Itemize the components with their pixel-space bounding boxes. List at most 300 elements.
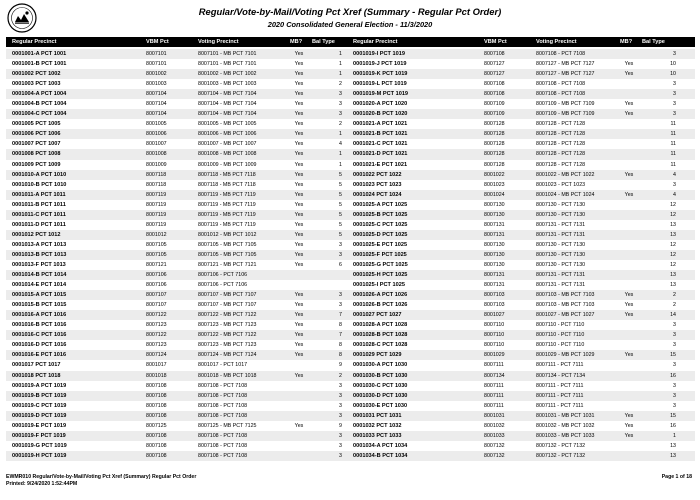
- voting-precinct-cell: 8007131 - PCT 7131: [536, 231, 586, 238]
- bal-type-cell: 10: [670, 61, 676, 68]
- voting-precinct-cell: 8007108 - PCT 7108: [536, 91, 586, 98]
- bal-type-cell: 5: [339, 171, 342, 178]
- voting-precinct-cell: 8007104 - MB PCT 7104: [198, 91, 257, 98]
- vbm-pct-cell: 8007119: [146, 191, 167, 198]
- bal-type-cell: 3: [673, 91, 676, 98]
- mb-flag-cell: Yes: [624, 191, 634, 198]
- voting-precinct-cell: 8007128 - PCT 7128: [536, 141, 586, 148]
- vbm-pct-cell: 8001005: [146, 121, 167, 128]
- regular-precinct-cell: 0001028-C PCT 1028: [353, 342, 408, 349]
- mb-flag-cell: Yes: [294, 221, 304, 228]
- bal-type-cell: 3: [339, 452, 342, 459]
- table-row: [6, 330, 695, 340]
- regular-precinct-cell: 0001015-B PCT 1015: [12, 302, 67, 309]
- bal-type-cell: 2: [339, 372, 342, 379]
- voting-precinct-cell: 8001002 - MB PCT 1002: [198, 71, 257, 78]
- vbm-pct-cell: 8007104: [146, 101, 167, 108]
- bal-type-cell: 7: [339, 312, 342, 319]
- bal-type-cell: 11: [670, 131, 676, 138]
- regular-precinct-cell: 0001021-B PCT 1021: [353, 131, 408, 138]
- mb-flag-cell: Yes: [624, 312, 634, 319]
- vbm-pct-cell: 8007127: [484, 71, 505, 78]
- bal-type-cell: 10: [670, 71, 676, 78]
- bal-type-cell: 12: [670, 201, 676, 208]
- bal-type-cell: 8: [339, 342, 342, 349]
- vbm-pct-cell: 8007101: [146, 61, 167, 68]
- regular-precinct-cell: 0001013-B PCT 1013: [12, 251, 67, 258]
- report-footer: [6, 474, 196, 488]
- vbm-pct-cell: 8007130: [484, 261, 505, 268]
- mb-flag-cell: Yes: [624, 171, 634, 178]
- voting-precinct-cell: 8007122 - MB PCT 7122: [198, 332, 257, 339]
- vbm-pct-cell: 8007111: [484, 382, 504, 389]
- regular-precinct-cell: 0001024 PCT 1024: [353, 191, 402, 198]
- table-row: [6, 190, 695, 200]
- table-row: [6, 391, 695, 401]
- regular-precinct-cell: 0001019-E PCT 1019: [12, 422, 67, 429]
- table-row: [6, 59, 695, 69]
- bal-type-cell: 3: [673, 181, 676, 188]
- bal-type-cell: 3: [673, 382, 676, 389]
- regular-precinct-cell: 0001012 PCT 1012: [12, 231, 61, 238]
- bal-type-cell: 3: [339, 91, 342, 98]
- table-row: [6, 340, 695, 350]
- bal-type-cell: 13: [670, 272, 676, 279]
- voting-precinct-cell: 8007132 - PCT 7132: [536, 452, 586, 459]
- voting-precinct-cell: 8007130 - PCT 7130: [536, 201, 586, 208]
- vbm-pct-cell: 8001032: [484, 422, 505, 429]
- regular-precinct-cell: 0001014-B PCT 1014: [12, 272, 67, 279]
- table-row: [6, 431, 695, 441]
- bal-type-cell: 11: [670, 161, 676, 168]
- bal-type-cell: 1: [339, 151, 342, 158]
- voting-precinct-cell: 8007109 - MB PCT 7109: [536, 101, 595, 108]
- regular-precinct-cell: 0001027 PCT 1027: [353, 312, 402, 319]
- voting-precinct-cell: 8007108 - PCT 7108: [198, 412, 248, 419]
- voting-precinct-cell: 8007111 - PCT 7111: [536, 362, 584, 369]
- bal-type-cell: 3: [339, 241, 342, 248]
- header-mb-right: MB?: [620, 39, 633, 45]
- bal-type-cell: 3: [673, 111, 676, 118]
- vbm-pct-cell: 8001007: [146, 141, 167, 148]
- regular-precinct-cell: 0001019-D PCT 1019: [12, 412, 67, 419]
- column-header-bar: [6, 37, 695, 47]
- header-voting-precinct: Voting Precinct: [198, 39, 239, 45]
- vbm-pct-cell: 8007105: [146, 241, 167, 248]
- vbm-pct-cell: 8007130: [484, 211, 505, 218]
- header-bal-type-right: Bal Type: [642, 39, 665, 45]
- regular-precinct-cell: 0001019-G PCT 1019: [12, 442, 67, 449]
- voting-precinct-cell: 8007101 - MB PCT 7101: [198, 51, 257, 57]
- vbm-pct-cell: 8007106: [146, 272, 167, 279]
- vbm-pct-cell: 8007110: [484, 332, 505, 339]
- voting-precinct-cell: 8007130 - PCT 7130: [536, 261, 586, 268]
- regular-precinct-cell: 0001016-D PCT 1016: [12, 342, 67, 349]
- table-row: [6, 320, 695, 330]
- voting-precinct-cell: 8001029 - MB PCT 1029: [536, 352, 595, 359]
- bal-type-cell: 13: [670, 282, 676, 289]
- bal-type-cell: 3: [673, 101, 676, 108]
- vbm-pct-cell: 8007131: [484, 231, 505, 238]
- bal-type-cell: 8: [339, 352, 342, 359]
- voting-precinct-cell: 8007118 - MB PCT 7118: [198, 181, 256, 188]
- table-row: [6, 240, 695, 250]
- bal-type-cell: 3: [673, 332, 676, 339]
- bal-type-cell: 3: [339, 382, 342, 389]
- vbm-pct-cell: 8007108: [484, 81, 505, 88]
- table-row: [6, 441, 695, 451]
- bal-type-cell: 5: [339, 231, 342, 238]
- voting-precinct-cell: 8007131 - PCT 7131: [536, 282, 586, 289]
- vbm-pct-cell: 8007106: [146, 282, 167, 289]
- vbm-pct-cell: 8001023: [484, 181, 505, 188]
- voting-precinct-cell: 8007123 - MB PCT 7123: [198, 342, 257, 349]
- regular-precinct-cell: 0001004-A PCT 1004: [12, 91, 67, 98]
- voting-precinct-cell: 8007103 - MB PCT 7103: [536, 292, 595, 299]
- regular-precinct-cell: 0001025-A PCT 1025: [353, 201, 408, 208]
- voting-precinct-cell: 8007105 - MB PCT 7105: [198, 251, 257, 258]
- regular-precinct-cell: 0001021-A PCT 1021: [353, 121, 408, 128]
- mb-flag-cell: Yes: [294, 211, 304, 218]
- vbm-pct-cell: 8007119: [146, 211, 167, 218]
- regular-precinct-cell: 0001010-B PCT 1010: [12, 181, 67, 188]
- regular-precinct-cell: 0001019-K PCT 1019: [353, 71, 408, 78]
- regular-precinct-cell: 0001025-E PCT 1025: [353, 241, 408, 248]
- regular-precinct-cell: 0001025-F PCT 1025: [353, 251, 407, 258]
- bal-type-cell: 2: [339, 81, 342, 88]
- mb-flag-cell: Yes: [294, 141, 304, 148]
- voting-precinct-cell: 8007119 - MB PCT 7119: [198, 201, 256, 208]
- vbm-pct-cell: 8007108: [146, 382, 167, 389]
- header-regular-precinct-right: Regular Precinct: [353, 39, 398, 45]
- voting-precinct-cell: 8007127 - MB PCT 7127: [536, 71, 595, 78]
- bal-type-cell: 3: [673, 322, 676, 329]
- vbm-pct-cell: 8007108: [146, 392, 167, 399]
- regular-precinct-cell: 0001032 PCT 1032: [353, 422, 402, 429]
- voting-precinct-cell: 8007101 - MB PCT 7101: [198, 61, 257, 68]
- voting-precinct-cell: 8007119 - MB PCT 7119: [198, 191, 256, 198]
- bal-type-cell: 3: [339, 251, 342, 258]
- regular-precinct-cell: 0001019-L PCT 1019: [353, 81, 407, 88]
- table-row: [6, 49, 695, 59]
- voting-precinct-cell: 8007131 - PCT 7131: [536, 221, 586, 228]
- vbm-pct-cell: 8007122: [146, 312, 167, 319]
- regular-precinct-cell: 0001016-E PCT 1016: [12, 352, 67, 359]
- regular-precinct-cell: 0001034-A PCT 1034: [353, 442, 408, 449]
- bal-type-cell: 12: [670, 211, 676, 218]
- voting-precinct-cell: 8007107 - MB PCT 7107: [198, 302, 257, 309]
- regular-precinct-cell: 0001011-D PCT 1011: [12, 221, 66, 228]
- voting-precinct-cell: 8007108 - PCT 7108: [198, 432, 248, 439]
- vbm-pct-cell: 8007128: [484, 151, 505, 158]
- mb-flag-cell: Yes: [294, 322, 304, 329]
- regular-precinct-cell: 0001013-F PCT 1013: [12, 261, 66, 268]
- bal-type-cell: 1: [339, 61, 342, 68]
- vbm-pct-cell: 8001022: [484, 171, 505, 178]
- vbm-pct-cell: 8007131: [484, 272, 505, 279]
- vbm-pct-cell: 8007118: [146, 181, 167, 188]
- voting-precinct-cell: 8001017 - PCT 1017: [198, 362, 248, 369]
- regular-precinct-cell: 0001019-A PCT 1019: [12, 382, 67, 389]
- mb-flag-cell: Yes: [624, 101, 634, 108]
- voting-precinct-cell: 8001022 - MB PCT 1022: [536, 171, 595, 178]
- voting-precinct-cell: 8007121 - MB PCT 7121: [198, 261, 257, 268]
- voting-precinct-cell: 8007104 - MB PCT 7104: [198, 111, 257, 118]
- mb-flag-cell: Yes: [294, 201, 304, 208]
- table-row: [6, 451, 695, 461]
- regular-precinct-cell: 0001026-A PCT 1026: [353, 292, 408, 299]
- bal-type-cell: 3: [673, 362, 676, 369]
- vbm-pct-cell: 8001024: [484, 191, 505, 198]
- bal-type-cell: 5: [339, 211, 342, 218]
- bal-type-cell: 12: [670, 241, 676, 248]
- regular-precinct-cell: 0001016-A PCT 1016: [12, 312, 67, 319]
- regular-precinct-cell: 0001025-B PCT 1025: [353, 211, 408, 218]
- table-row: [6, 210, 695, 220]
- table-row: [6, 69, 695, 79]
- regular-precinct-cell: 0001001-B PCT 1001: [12, 61, 67, 68]
- regular-precinct-cell: 0001001-A PCT 1001: [12, 51, 67, 57]
- regular-precinct-cell: 0001019-M PCT 1019: [353, 91, 409, 98]
- mb-flag-cell: Yes: [624, 302, 634, 309]
- table-row: [6, 350, 695, 360]
- table-row: [6, 119, 695, 129]
- voting-precinct-cell: 8007134 - PCT 7134: [536, 372, 586, 379]
- regular-precinct-cell: 0001019-F PCT 1019: [12, 432, 66, 439]
- vbm-pct-cell: 8007132: [484, 452, 505, 459]
- vbm-pct-cell: 8007111: [484, 392, 504, 399]
- regular-precinct-cell: 0001020-B PCT 1020: [353, 111, 408, 118]
- vbm-pct-cell: 8007104: [146, 111, 167, 118]
- voting-precinct-cell: 8007130 - PCT 7130: [536, 211, 586, 218]
- bal-type-cell: 3: [673, 51, 676, 57]
- vbm-pct-cell: 8007128: [484, 141, 505, 148]
- regular-precinct-cell: 0001006 PCT 1006: [12, 131, 61, 138]
- mb-flag-cell: Yes: [294, 251, 304, 258]
- regular-precinct-cell: 0001021-E PCT 1021: [353, 161, 408, 168]
- bal-type-cell: 16: [670, 422, 676, 429]
- regular-precinct-cell: 0001008 PCT 1008: [12, 151, 61, 158]
- voting-precinct-cell: 8001033 - MB PCT 1033: [536, 432, 595, 439]
- voting-precinct-cell: 8007130 - PCT 7130: [536, 251, 586, 258]
- table-row: [6, 200, 695, 210]
- vbm-pct-cell: 8001018: [146, 372, 167, 379]
- voting-precinct-cell: 8007105 - MB PCT 7105: [198, 241, 257, 248]
- table-row: [6, 310, 695, 320]
- voting-precinct-cell: 8007128 - PCT 7128: [536, 151, 586, 158]
- mb-flag-cell: Yes: [624, 71, 634, 78]
- voting-precinct-cell: 8001012 - MB PCT 1012: [198, 231, 257, 238]
- bal-type-cell: 1: [339, 51, 342, 57]
- bal-type-cell: 1: [339, 161, 342, 168]
- voting-precinct-cell: 8007128 - PCT 7128: [536, 161, 586, 168]
- voting-precinct-cell: 8007106 - PCT 7106: [198, 282, 248, 289]
- bal-type-cell: 13: [670, 452, 676, 459]
- vbm-pct-cell: 8007108: [146, 432, 167, 439]
- vbm-pct-cell: 8007108: [146, 452, 167, 459]
- table-row: [6, 421, 695, 431]
- mb-flag-cell: Yes: [294, 372, 304, 379]
- voting-precinct-cell: 8007111 - PCT 7111: [536, 392, 584, 399]
- vbm-pct-cell: 8007118: [146, 171, 167, 178]
- voting-precinct-cell: 8007127 - MB PCT 7127: [536, 61, 595, 68]
- vbm-pct-cell: 8007124: [146, 352, 167, 359]
- table-row: [6, 160, 695, 170]
- vbm-pct-cell: 8007134: [484, 372, 505, 379]
- footer-report-id: EWMR010 Regular/Vote-by-Mail/Voting Pct Xref (Summary) Regular Pct Order: [6, 474, 197, 480]
- vbm-pct-cell: 8007108: [146, 412, 167, 419]
- voting-precinct-cell: 8007128 - PCT 7128: [536, 121, 586, 128]
- vbm-pct-cell: 8001002: [146, 71, 167, 78]
- table-row: [6, 139, 695, 149]
- regular-precinct-cell: 0001003 PCT 1003: [12, 81, 61, 88]
- bal-type-cell: 13: [670, 442, 676, 449]
- mb-flag-cell: Yes: [294, 302, 304, 309]
- bal-type-cell: 3: [339, 101, 342, 108]
- regular-precinct-cell: 0001013-A PCT 1013: [12, 241, 67, 248]
- bal-type-cell: 3: [673, 342, 676, 349]
- table-row: [6, 99, 695, 109]
- bal-type-cell: 3: [339, 392, 342, 399]
- vbm-pct-cell: 8007123: [146, 322, 167, 329]
- bal-type-cell: 3: [339, 412, 342, 419]
- regular-precinct-cell: 0001016-B PCT 1016: [12, 322, 67, 329]
- vbm-pct-cell: 8001003: [146, 81, 167, 88]
- regular-precinct-cell: 0001011-C PCT 1011: [12, 211, 66, 218]
- regular-precinct-cell: 0001026-B PCT 1026: [353, 302, 408, 309]
- bal-type-cell: 2: [339, 121, 342, 128]
- report-title: Regular/Vote-by-Mail/Voting Pct Xref (Summary - Regular Pct Order): [198, 6, 502, 17]
- mb-flag-cell: Yes: [294, 161, 304, 168]
- voting-precinct-cell: 8007128 - PCT 7128: [536, 131, 586, 138]
- bal-type-cell: 14: [670, 312, 676, 319]
- vbm-pct-cell: 8007121: [146, 261, 167, 268]
- regular-precinct-cell: 0001030-E PCT 1030: [353, 402, 408, 409]
- voting-precinct-cell: 8001008 - MB PCT 1008: [198, 151, 257, 158]
- vbm-pct-cell: 8007103: [484, 302, 505, 309]
- bal-type-cell: 3: [673, 81, 676, 88]
- bal-type-cell: 3: [339, 111, 342, 118]
- mb-flag-cell: Yes: [294, 332, 304, 339]
- bal-type-cell: 6: [339, 261, 342, 268]
- voting-precinct-cell: 8007108 - PCT 7108: [198, 402, 248, 409]
- header-bal-type: Bal Type: [312, 39, 335, 45]
- vbm-pct-cell: 8007119: [146, 221, 167, 228]
- vbm-pct-cell: 8007130: [484, 241, 505, 248]
- bal-type-cell: 3: [673, 402, 676, 409]
- regular-precinct-cell: 0001016-C PCT 1016: [12, 332, 67, 339]
- vbm-pct-cell: 8007105: [146, 251, 167, 258]
- voting-precinct-cell: 8007110 - PCT 7110: [536, 342, 585, 349]
- voting-precinct-cell: 8007125 - MB PCT 7125: [198, 422, 257, 429]
- mb-flag-cell: Yes: [294, 231, 304, 238]
- regular-precinct-cell: 0001017 PCT 1017: [12, 362, 61, 369]
- bal-type-cell: 15: [670, 352, 676, 359]
- mb-flag-cell: Yes: [294, 131, 304, 138]
- bal-type-cell: 12: [670, 251, 676, 258]
- bal-type-cell: 1: [673, 432, 676, 439]
- voting-precinct-cell: 8007131 - PCT 7131: [536, 272, 586, 279]
- vbm-pct-cell: 8007110: [484, 342, 505, 349]
- table-row: [6, 250, 695, 260]
- vbm-pct-cell: 8007107: [146, 302, 167, 309]
- bal-type-cell: 15: [670, 412, 676, 419]
- mb-flag-cell: Yes: [624, 292, 634, 299]
- regular-precinct-cell: 0001030-B PCT 1030: [353, 372, 408, 379]
- table-row: [6, 89, 695, 99]
- mb-flag-cell: Yes: [294, 121, 304, 128]
- regular-precinct-cell: 0001010-A PCT 1010: [12, 171, 67, 178]
- vbm-pct-cell: 8007108: [484, 91, 505, 98]
- regular-precinct-cell: 0001005 PCT 1005: [12, 121, 61, 128]
- regular-precinct-cell: 0001023 PCT 1023: [353, 181, 402, 188]
- bal-type-cell: 13: [670, 221, 676, 228]
- footer-printed-date: Printed: 9/24/2020 1:52:44PM: [6, 481, 78, 487]
- table-row: [6, 260, 695, 270]
- vbm-pct-cell: 8007125: [146, 422, 167, 429]
- regular-precinct-cell: 0001007 PCT 1007: [12, 141, 61, 148]
- bal-type-cell: 3: [673, 392, 676, 399]
- regular-precinct-cell: 0001025-D PCT 1025: [353, 231, 408, 238]
- table-row: [6, 360, 695, 370]
- regular-precinct-cell: 0001015-A PCT 1015: [12, 292, 67, 299]
- voting-precinct-cell: 8007109 - MB PCT 7109: [536, 111, 595, 118]
- bal-type-cell: 11: [670, 121, 676, 128]
- regular-precinct-cell: 0001031 PCT 1031: [353, 412, 402, 419]
- mb-flag-cell: Yes: [624, 432, 634, 439]
- regular-precinct-cell: 0001021-C PCT 1021: [353, 141, 408, 148]
- vbm-pct-cell: 8007101: [146, 51, 167, 57]
- bal-type-cell: 5: [339, 191, 342, 198]
- voting-precinct-cell: 8007123 - MB PCT 7123: [198, 322, 257, 329]
- table-row: [6, 280, 695, 290]
- voting-precinct-cell: 8007108 - PCT 7108: [198, 452, 248, 459]
- bal-type-cell: 8: [339, 322, 342, 329]
- regular-precinct-cell: 0001025-C PCT 1025: [353, 221, 408, 228]
- mb-flag-cell: Yes: [624, 61, 634, 68]
- regular-precinct-cell: 0001028-B PCT 1028: [353, 332, 408, 339]
- mb-flag-cell: Yes: [294, 61, 304, 68]
- regular-precinct-cell: 0001028-A PCT 1028: [353, 322, 408, 329]
- mb-flag-cell: Yes: [294, 51, 304, 57]
- table-row: [6, 381, 695, 391]
- vbm-pct-cell: 8001006: [146, 131, 167, 138]
- regular-precinct-cell: 0001011-A PCT 1011: [12, 191, 66, 198]
- mb-flag-cell: Yes: [294, 81, 304, 88]
- vbm-pct-cell: 8001009: [146, 161, 167, 168]
- voting-precinct-cell: 8001005 - MB PCT 1005: [198, 121, 257, 128]
- bal-type-cell: 11: [670, 141, 676, 148]
- bal-type-cell: 5: [339, 201, 342, 208]
- mb-flag-cell: Yes: [294, 101, 304, 108]
- table-row: [6, 371, 695, 381]
- vbm-pct-cell: 8001027: [484, 312, 505, 319]
- table-row: [6, 270, 695, 280]
- regular-precinct-cell: 0001030-D PCT 1030: [353, 392, 408, 399]
- bal-type-cell: 5: [339, 221, 342, 228]
- report-subtitle: 2020 Consolidated General Election - 11/3/2020: [267, 20, 433, 29]
- voting-precinct-cell: 8007108 - PCT 7108: [536, 81, 586, 88]
- regular-precinct-cell: 0001030-A PCT 1030: [353, 362, 408, 369]
- mb-flag-cell: Yes: [294, 352, 304, 359]
- bal-type-cell: 4: [339, 141, 342, 148]
- table-row: [6, 300, 695, 310]
- regular-precinct-cell: 0001004-B PCT 1004: [12, 101, 67, 108]
- table-row: [6, 170, 695, 180]
- voting-precinct-cell: 8001027 - MB PCT 1027: [536, 312, 595, 319]
- bal-type-cell: 3: [339, 402, 342, 409]
- vbm-pct-cell: 8007107: [146, 292, 167, 299]
